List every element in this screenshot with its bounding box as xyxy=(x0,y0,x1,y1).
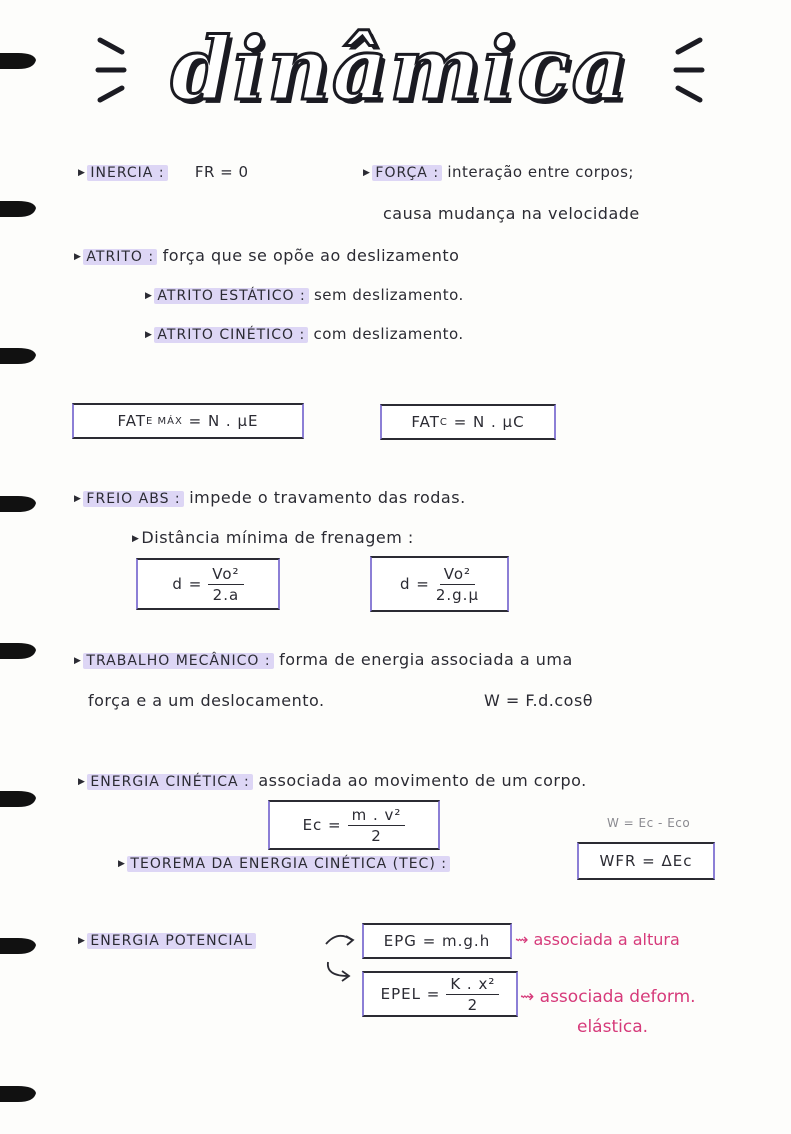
page-title: dinâmica xyxy=(170,19,630,120)
trabalho-formula: W = F.d.cosθ xyxy=(484,691,594,710)
tec-heading: ▶ TEOREMA DA ENERGIA CINÉTICA (TEC) : xyxy=(118,856,450,872)
forca-line2: causa mudança na velocidade xyxy=(383,204,640,223)
formula-energia-cinetica: Ec = $\frac{\text{m . v²}}{2}$ xyxy=(268,800,440,850)
binder-ring-icon xyxy=(0,45,40,75)
formula-fat-cinetico: FAT C = N . μC xyxy=(380,404,556,440)
epg-note: ⇝ associada a altura xyxy=(515,930,680,949)
energia-potencial-heading: ▶ ENERGIA POTENCIAL xyxy=(78,933,256,949)
formula-fat-estatico: FAT E MÁX = N . μE xyxy=(72,403,304,439)
inercia-heading: ▶ INERCIA : FR = 0 xyxy=(78,163,249,181)
epel-note-line2: elástica. xyxy=(577,1017,649,1037)
binder-ring-icon xyxy=(0,340,40,370)
binder-ring-icon xyxy=(0,1078,40,1108)
epel-note-line1: ⇝ associada deform. xyxy=(520,987,696,1007)
atrito-cinetico: ▶ ATRITO CINÉTICO : com deslizamento. xyxy=(145,325,464,343)
hook-arrow-icon xyxy=(322,960,358,986)
binder-ring-icon xyxy=(0,488,40,518)
formula-epel: EPEL = $\frac{\text{K . x²}}{2}$ xyxy=(362,971,518,1017)
sparkle-lines-right-icon xyxy=(668,30,708,110)
trabalho-heading: ▶ TRABALHO MECÂNICO : forma de energia associada a uma xyxy=(74,650,573,669)
trabalho-energia-note: W = Ec - Eco xyxy=(607,816,691,830)
formula-distancia-a: d = $\frac{\text{Vo²}}{2.a}$ xyxy=(136,558,280,610)
energia-cinetica-heading: ▶ ENERGIA CINÉTICA : associada ao movimento de um corpo. xyxy=(78,771,587,790)
formula-distancia-mu: d = $\frac{\text{Vo²}}{2.g.\mu}$ xyxy=(370,556,509,612)
formula-epg: EPG = m.g.h xyxy=(362,923,512,959)
binder-ring-icon xyxy=(0,193,40,223)
atrito-heading: ▶ ATRITO : força que se opõe ao deslizamento xyxy=(74,246,460,265)
curved-arrow-icon xyxy=(322,928,358,948)
forca-heading: ▶ FORÇA : interação entre corpos; xyxy=(363,163,634,181)
freio-heading: ▶ FREIO ABS : impede o travamento das rodas. xyxy=(74,488,466,507)
atrito-estatico: ▶ ATRITO ESTÁTICO : sem deslizamento. xyxy=(145,286,464,304)
binder-ring-icon xyxy=(0,783,40,813)
formula-tec: WFR = ΔEc xyxy=(577,842,715,880)
trabalho-line2: força e a um deslocamento. xyxy=(88,691,325,710)
sparkle-lines-left-icon xyxy=(92,30,132,110)
binder-ring-icon xyxy=(0,930,40,960)
distancia-heading: ▶ Distância mínima de frenagem : xyxy=(132,528,414,547)
binder-ring-icon xyxy=(0,635,40,665)
